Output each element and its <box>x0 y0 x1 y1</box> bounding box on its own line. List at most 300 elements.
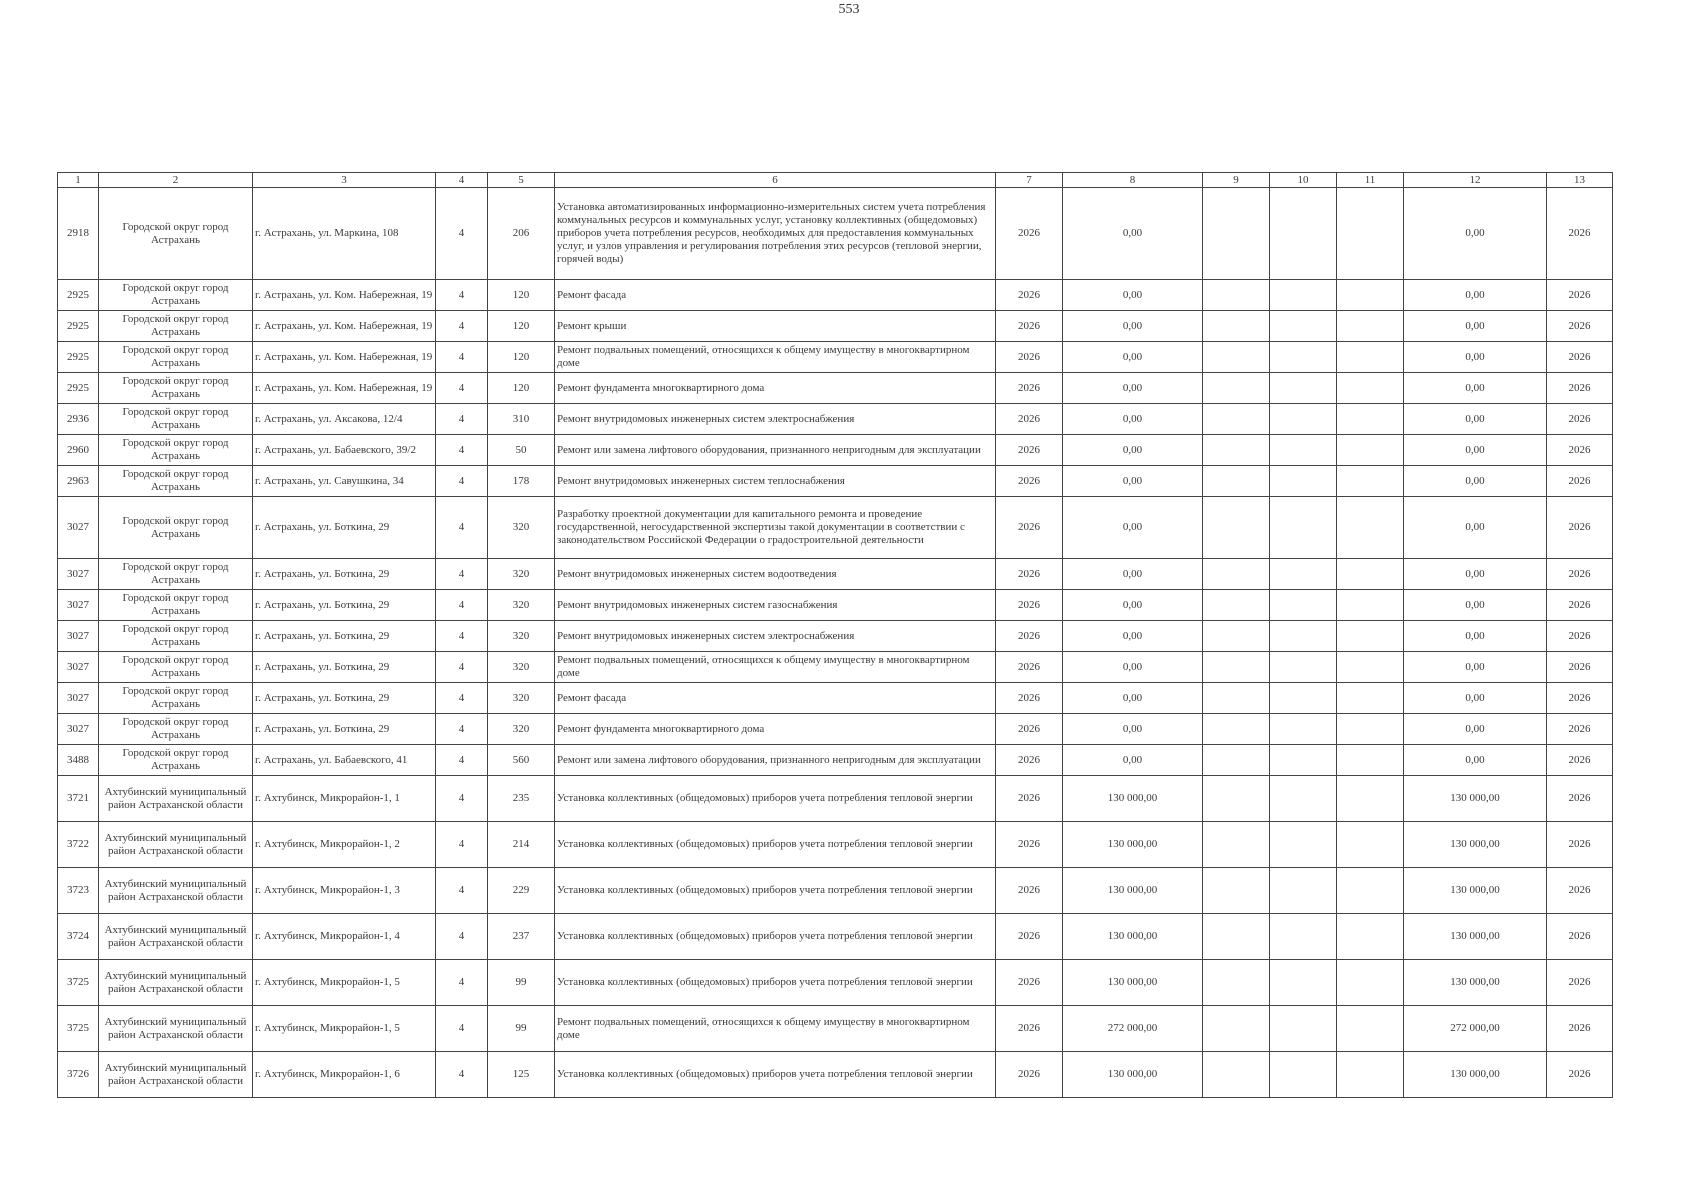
municipality-cell: Городской округ город Астрахань <box>99 404 253 435</box>
table-row <box>58 914 1613 960</box>
cost-cell: 130 000,00 <box>1063 776 1203 822</box>
col5-cell: 560 <box>488 745 555 776</box>
col11-cell <box>1337 280 1404 311</box>
year-cell: 2026 <box>996 559 1063 590</box>
table-row <box>58 280 1613 311</box>
row-number-cell: 2918 <box>58 188 99 280</box>
col11-cell <box>1337 776 1404 822</box>
row-number-cell: 3027 <box>58 559 99 590</box>
work-type-cell: Установка коллективных (общедомовых) приборов учета потребления тепловой энергии <box>555 1052 996 1098</box>
table-row <box>58 822 1613 868</box>
row-number-cell: 3027 <box>58 590 99 621</box>
cost-cell: 0,00 <box>1063 714 1203 745</box>
address-cell: г. Астрахань, ул. Боткина, 29 <box>253 714 436 745</box>
municipality-cell: Ахтубинский муниципальный район Астраханской области <box>99 914 253 960</box>
column-header-12: 12 <box>1404 173 1547 188</box>
col10-cell <box>1270 621 1337 652</box>
municipality-cell: Ахтубинский муниципальный район Астраханской области <box>99 822 253 868</box>
completion-year-cell: 2026 <box>1547 435 1613 466</box>
col5-cell: 320 <box>488 652 555 683</box>
table-row <box>58 497 1613 559</box>
work-type-cell: Ремонт фасада <box>555 683 996 714</box>
address-cell: г. Астрахань, ул. Боткина, 29 <box>253 652 436 683</box>
col10-cell <box>1270 342 1337 373</box>
cost-cell: 0,00 <box>1063 745 1203 776</box>
municipality-cell: Городской округ город Астрахань <box>99 683 253 714</box>
total-cost-cell: 0,00 <box>1404 466 1547 497</box>
year-cell: 2026 <box>996 776 1063 822</box>
col11-cell <box>1337 652 1404 683</box>
col10-cell <box>1270 1006 1337 1052</box>
col4-cell: 4 <box>436 745 488 776</box>
address-cell: г. Ахтубинск, Микрорайон-1, 4 <box>253 914 436 960</box>
completion-year-cell: 2026 <box>1547 311 1613 342</box>
total-cost-cell: 0,00 <box>1404 652 1547 683</box>
total-cost-cell: 0,00 <box>1404 745 1547 776</box>
address-cell: г. Ахтубинск, Микрорайон-1, 6 <box>253 1052 436 1098</box>
table-row <box>58 590 1613 621</box>
municipality-cell: Городской округ город Астрахань <box>99 373 253 404</box>
col11-cell <box>1337 590 1404 621</box>
municipality-cell: Городской округ город Астрахань <box>99 652 253 683</box>
work-type-cell: Ремонт внутридомовых инженерных систем электроснабжения <box>555 404 996 435</box>
year-cell: 2026 <box>996 342 1063 373</box>
address-cell: г. Астрахань, ул. Боткина, 29 <box>253 683 436 714</box>
col4-cell: 4 <box>436 776 488 822</box>
completion-year-cell: 2026 <box>1547 466 1613 497</box>
address-cell: г. Ахтубинск, Микрорайон-1, 5 <box>253 1006 436 1052</box>
cost-cell: 0,00 <box>1063 435 1203 466</box>
total-cost-cell: 130 000,00 <box>1404 1052 1547 1098</box>
year-cell: 2026 <box>996 868 1063 914</box>
address-cell: г. Ахтубинск, Микрорайон-1, 5 <box>253 960 436 1006</box>
column-header-1: 1 <box>58 173 99 188</box>
col10-cell <box>1270 822 1337 868</box>
cost-cell: 272 000,00 <box>1063 1006 1203 1052</box>
completion-year-cell: 2026 <box>1547 188 1613 280</box>
cost-cell: 0,00 <box>1063 559 1203 590</box>
col4-cell: 4 <box>436 466 488 497</box>
col9-cell <box>1203 590 1270 621</box>
capital-repair-table <box>57 172 1613 1098</box>
col4-cell: 4 <box>436 652 488 683</box>
col10-cell <box>1270 435 1337 466</box>
address-cell: г. Астрахань, ул. Бабаевского, 39/2 <box>253 435 436 466</box>
work-type-cell: Установка коллективных (общедомовых) приборов учета потребления тепловой энергии <box>555 960 996 1006</box>
work-type-cell: Ремонт фасада <box>555 280 996 311</box>
completion-year-cell: 2026 <box>1547 280 1613 311</box>
col11-cell <box>1337 466 1404 497</box>
col9-cell <box>1203 776 1270 822</box>
col5-cell: 320 <box>488 590 555 621</box>
work-type-cell: Установка автоматизированных информационно-измерительных систем учета потребления коммунальных ресурсов и коммунальных услуг, установку коллективных (общедомовых) приборов учета потребления ресурсов, необходимых для предоставления коммунальных услуг, и узлов управления и регулирования потребления этих ресурсов (тепловой энергии, горячей воды) <box>555 188 996 280</box>
col5-cell: 99 <box>488 960 555 1006</box>
year-cell: 2026 <box>996 188 1063 280</box>
municipality-cell: Городской округ город Астрахань <box>99 280 253 311</box>
municipality-cell: Городской округ город Астрахань <box>99 559 253 590</box>
completion-year-cell: 2026 <box>1547 404 1613 435</box>
work-type-cell: Установка коллективных (общедомовых) приборов учета потребления тепловой энергии <box>555 822 996 868</box>
col4-cell: 4 <box>436 822 488 868</box>
work-type-cell: Ремонт подвальных помещений, относящихся к общему имуществу в многоквартирном доме <box>555 1006 996 1052</box>
total-cost-cell: 0,00 <box>1404 435 1547 466</box>
col4-cell: 4 <box>436 311 488 342</box>
completion-year-cell: 2026 <box>1547 776 1613 822</box>
work-type-cell: Ремонт внутридомовых инженерных систем электроснабжения <box>555 621 996 652</box>
completion-year-cell: 2026 <box>1547 745 1613 776</box>
row-number-cell: 3725 <box>58 960 99 1006</box>
municipality-cell: Городской округ город Астрахань <box>99 311 253 342</box>
column-header-6: 6 <box>555 173 996 188</box>
col5-cell: 50 <box>488 435 555 466</box>
col10-cell <box>1270 652 1337 683</box>
col4-cell: 4 <box>436 960 488 1006</box>
col10-cell <box>1270 311 1337 342</box>
col5-cell: 120 <box>488 311 555 342</box>
row-number-cell: 2925 <box>58 342 99 373</box>
address-cell: г. Астрахань, ул. Ком. Набережная, 19 <box>253 311 436 342</box>
cost-cell: 0,00 <box>1063 404 1203 435</box>
municipality-cell: Ахтубинский муниципальный район Астраханской области <box>99 1052 253 1098</box>
cost-cell: 0,00 <box>1063 280 1203 311</box>
column-header-11: 11 <box>1337 173 1404 188</box>
col10-cell <box>1270 960 1337 1006</box>
column-header-2: 2 <box>99 173 253 188</box>
col5-cell: 320 <box>488 621 555 652</box>
table-row <box>58 559 1613 590</box>
total-cost-cell: 0,00 <box>1404 714 1547 745</box>
page-number: 553 <box>838 2 860 17</box>
total-cost-cell: 272 000,00 <box>1404 1006 1547 1052</box>
column-header-7: 7 <box>996 173 1063 188</box>
col5-cell: 237 <box>488 914 555 960</box>
col10-cell <box>1270 868 1337 914</box>
col9-cell <box>1203 745 1270 776</box>
col5-cell: 320 <box>488 497 555 559</box>
completion-year-cell: 2026 <box>1547 914 1613 960</box>
column-number-row <box>58 173 1613 188</box>
year-cell: 2026 <box>996 404 1063 435</box>
col9-cell <box>1203 868 1270 914</box>
completion-year-cell: 2026 <box>1547 373 1613 404</box>
col4-cell: 4 <box>436 914 488 960</box>
year-cell: 2026 <box>996 745 1063 776</box>
year-cell: 2026 <box>996 311 1063 342</box>
work-type-cell: Ремонт крыши <box>555 311 996 342</box>
work-type-cell: Ремонт внутридомовых инженерных систем теплоснабжения <box>555 466 996 497</box>
col9-cell <box>1203 621 1270 652</box>
year-cell: 2026 <box>996 621 1063 652</box>
row-number-cell: 3721 <box>58 776 99 822</box>
col5-cell: 320 <box>488 714 555 745</box>
completion-year-cell: 2026 <box>1547 1052 1613 1098</box>
cost-cell: 130 000,00 <box>1063 1052 1203 1098</box>
col9-cell <box>1203 1052 1270 1098</box>
year-cell: 2026 <box>996 914 1063 960</box>
completion-year-cell: 2026 <box>1547 342 1613 373</box>
col11-cell <box>1337 188 1404 280</box>
col5-cell: 125 <box>488 1052 555 1098</box>
year-cell: 2026 <box>996 435 1063 466</box>
col9-cell <box>1203 652 1270 683</box>
col11-cell <box>1337 714 1404 745</box>
col9-cell <box>1203 435 1270 466</box>
address-cell: г. Астрахань, ул. Боткина, 29 <box>253 621 436 652</box>
col11-cell <box>1337 683 1404 714</box>
col11-cell <box>1337 868 1404 914</box>
col10-cell <box>1270 497 1337 559</box>
col4-cell: 4 <box>436 1052 488 1098</box>
col9-cell <box>1203 914 1270 960</box>
municipality-cell: Городской округ город Астрахань <box>99 342 253 373</box>
table-row <box>58 621 1613 652</box>
table-row <box>58 466 1613 497</box>
col11-cell <box>1337 1052 1404 1098</box>
completion-year-cell: 2026 <box>1547 621 1613 652</box>
table-row <box>58 188 1613 280</box>
col9-cell <box>1203 404 1270 435</box>
col11-cell <box>1337 621 1404 652</box>
col10-cell <box>1270 280 1337 311</box>
col4-cell: 4 <box>436 373 488 404</box>
col5-cell: 178 <box>488 466 555 497</box>
total-cost-cell: 0,00 <box>1404 280 1547 311</box>
address-cell: г. Астрахань, ул. Бабаевского, 41 <box>253 745 436 776</box>
col9-cell <box>1203 188 1270 280</box>
col11-cell <box>1337 311 1404 342</box>
col9-cell <box>1203 714 1270 745</box>
row-number-cell: 2925 <box>58 280 99 311</box>
col4-cell: 4 <box>436 714 488 745</box>
table-row <box>58 1052 1613 1098</box>
total-cost-cell: 130 000,00 <box>1404 822 1547 868</box>
total-cost-cell: 130 000,00 <box>1404 960 1547 1006</box>
work-type-cell: Ремонт подвальных помещений, относящихся к общему имуществу в многоквартирном доме <box>555 652 996 683</box>
table-body <box>58 188 1613 1098</box>
row-number-cell: 2925 <box>58 311 99 342</box>
col9-cell <box>1203 559 1270 590</box>
municipality-cell: Ахтубинский муниципальный район Астраханской области <box>99 868 253 914</box>
col9-cell <box>1203 822 1270 868</box>
col9-cell <box>1203 280 1270 311</box>
municipality-cell: Городской округ город Астрахань <box>99 466 253 497</box>
completion-year-cell: 2026 <box>1547 822 1613 868</box>
total-cost-cell: 0,00 <box>1404 559 1547 590</box>
col5-cell: 320 <box>488 559 555 590</box>
table-row <box>58 683 1613 714</box>
total-cost-cell: 130 000,00 <box>1404 868 1547 914</box>
work-type-cell: Ремонт или замена лифтового оборудования, признанного непригодным для эксплуатации <box>555 745 996 776</box>
municipality-cell: Городской округ город Астрахань <box>99 621 253 652</box>
col5-cell: 310 <box>488 404 555 435</box>
row-number-cell: 3027 <box>58 714 99 745</box>
address-cell: г. Астрахань, ул. Ком. Набережная, 19 <box>253 280 436 311</box>
municipality-cell: Городской округ город Астрахань <box>99 590 253 621</box>
col10-cell <box>1270 590 1337 621</box>
column-header-3: 3 <box>253 173 436 188</box>
completion-year-cell: 2026 <box>1547 683 1613 714</box>
table-row <box>58 745 1613 776</box>
work-type-cell: Ремонт внутридомовых инженерных систем водоотведения <box>555 559 996 590</box>
col4-cell: 4 <box>436 621 488 652</box>
col9-cell <box>1203 373 1270 404</box>
year-cell: 2026 <box>996 1006 1063 1052</box>
cost-cell: 0,00 <box>1063 652 1203 683</box>
col9-cell <box>1203 311 1270 342</box>
col10-cell <box>1270 683 1337 714</box>
total-cost-cell: 0,00 <box>1404 311 1547 342</box>
table-row <box>58 714 1613 745</box>
cost-cell: 0,00 <box>1063 683 1203 714</box>
row-number-cell: 3488 <box>58 745 99 776</box>
work-type-cell: Разработку проектной документации для капитального ремонта и проведение государственной, негосударственной экспертизы такой документации в соответствии с законодательством Российской Федерации о градостроительной деятельности <box>555 497 996 559</box>
year-cell: 2026 <box>996 714 1063 745</box>
row-number-cell: 2963 <box>58 466 99 497</box>
cost-cell: 0,00 <box>1063 373 1203 404</box>
col4-cell: 4 <box>436 683 488 714</box>
year-cell: 2026 <box>996 590 1063 621</box>
total-cost-cell: 0,00 <box>1404 188 1547 280</box>
work-type-cell: Ремонт фундамента многоквартирного дома <box>555 373 996 404</box>
col10-cell <box>1270 373 1337 404</box>
col10-cell <box>1270 714 1337 745</box>
address-cell: г. Астрахань, ул. Боткина, 29 <box>253 497 436 559</box>
col5-cell: 229 <box>488 868 555 914</box>
col5-cell: 214 <box>488 822 555 868</box>
total-cost-cell: 0,00 <box>1404 342 1547 373</box>
municipality-cell: Городской округ город Астрахань <box>99 497 253 559</box>
year-cell: 2026 <box>996 1052 1063 1098</box>
row-number-cell: 2925 <box>58 373 99 404</box>
cost-cell: 0,00 <box>1063 342 1203 373</box>
col5-cell: 120 <box>488 373 555 404</box>
year-cell: 2026 <box>996 280 1063 311</box>
work-type-cell: Ремонт фундамента многоквартирного дома <box>555 714 996 745</box>
cost-cell: 0,00 <box>1063 497 1203 559</box>
total-cost-cell: 0,00 <box>1404 683 1547 714</box>
cost-cell: 130 000,00 <box>1063 822 1203 868</box>
address-cell: г. Астрахань, ул. Маркина, 108 <box>253 188 436 280</box>
address-cell: г. Астрахань, ул. Боткина, 29 <box>253 559 436 590</box>
row-number-cell: 3027 <box>58 497 99 559</box>
col10-cell <box>1270 559 1337 590</box>
col4-cell: 4 <box>436 497 488 559</box>
table-row <box>58 960 1613 1006</box>
col4-cell: 4 <box>436 1006 488 1052</box>
completion-year-cell: 2026 <box>1547 590 1613 621</box>
col4-cell: 4 <box>436 435 488 466</box>
work-type-cell: Ремонт подвальных помещений, относящихся к общему имуществу в многоквартирном доме <box>555 342 996 373</box>
column-header-9: 9 <box>1203 173 1270 188</box>
total-cost-cell: 130 000,00 <box>1404 776 1547 822</box>
col5-cell: 235 <box>488 776 555 822</box>
col11-cell <box>1337 559 1404 590</box>
table-row <box>58 435 1613 466</box>
col9-cell <box>1203 960 1270 1006</box>
completion-year-cell: 2026 <box>1547 497 1613 559</box>
table-row <box>58 311 1613 342</box>
completion-year-cell: 2026 <box>1547 714 1613 745</box>
year-cell: 2026 <box>996 683 1063 714</box>
col11-cell <box>1337 914 1404 960</box>
table-row <box>58 652 1613 683</box>
col11-cell <box>1337 960 1404 1006</box>
col4-cell: 4 <box>436 280 488 311</box>
row-number-cell: 3724 <box>58 914 99 960</box>
table-row <box>58 342 1613 373</box>
col4-cell: 4 <box>436 188 488 280</box>
col10-cell <box>1270 404 1337 435</box>
year-cell: 2026 <box>996 373 1063 404</box>
row-number-cell: 3027 <box>58 621 99 652</box>
work-type-cell: Установка коллективных (общедомовых) приборов учета потребления тепловой энергии <box>555 776 996 822</box>
municipality-cell: Ахтубинский муниципальный район Астраханской области <box>99 960 253 1006</box>
year-cell: 2026 <box>996 497 1063 559</box>
table-row <box>58 1006 1613 1052</box>
work-type-cell: Установка коллективных (общедомовых) приборов учета потребления тепловой энергии <box>555 868 996 914</box>
total-cost-cell: 0,00 <box>1404 404 1547 435</box>
column-header-5: 5 <box>488 173 555 188</box>
col10-cell <box>1270 188 1337 280</box>
cost-cell: 130 000,00 <box>1063 914 1203 960</box>
column-header-4: 4 <box>436 173 488 188</box>
cost-cell: 0,00 <box>1063 188 1203 280</box>
municipality-cell: Городской округ город Астрахань <box>99 435 253 466</box>
municipality-cell: Ахтубинский муниципальный район Астраханской области <box>99 776 253 822</box>
address-cell: г. Астрахань, ул. Боткина, 29 <box>253 590 436 621</box>
address-cell: г. Астрахань, ул. Ком. Набережная, 19 <box>253 373 436 404</box>
completion-year-cell: 2026 <box>1547 868 1613 914</box>
year-cell: 2026 <box>996 652 1063 683</box>
cost-cell: 130 000,00 <box>1063 868 1203 914</box>
col11-cell <box>1337 822 1404 868</box>
col11-cell <box>1337 404 1404 435</box>
address-cell: г. Астрахань, ул. Аксакова, 12/4 <box>253 404 436 435</box>
row-number-cell: 3027 <box>58 683 99 714</box>
col9-cell <box>1203 342 1270 373</box>
col4-cell: 4 <box>436 342 488 373</box>
completion-year-cell: 2026 <box>1547 960 1613 1006</box>
work-type-cell: Установка коллективных (общедомовых) приборов учета потребления тепловой энергии <box>555 914 996 960</box>
table-row <box>58 404 1613 435</box>
col5-cell: 320 <box>488 683 555 714</box>
col9-cell <box>1203 466 1270 497</box>
total-cost-cell: 0,00 <box>1404 621 1547 652</box>
total-cost-cell: 0,00 <box>1404 590 1547 621</box>
address-cell: г. Ахтубинск, Микрорайон-1, 2 <box>253 822 436 868</box>
column-header-13: 13 <box>1547 173 1613 188</box>
col4-cell: 4 <box>436 868 488 914</box>
col10-cell <box>1270 914 1337 960</box>
total-cost-cell: 130 000,00 <box>1404 914 1547 960</box>
col10-cell <box>1270 745 1337 776</box>
completion-year-cell: 2026 <box>1547 652 1613 683</box>
table-row <box>58 373 1613 404</box>
cost-cell: 0,00 <box>1063 466 1203 497</box>
col5-cell: 120 <box>488 342 555 373</box>
cost-cell: 0,00 <box>1063 590 1203 621</box>
col9-cell <box>1203 497 1270 559</box>
year-cell: 2026 <box>996 822 1063 868</box>
row-number-cell: 2936 <box>58 404 99 435</box>
row-number-cell: 3725 <box>58 1006 99 1052</box>
col5-cell: 99 <box>488 1006 555 1052</box>
address-cell: г. Ахтубинск, Микрорайон-1, 1 <box>253 776 436 822</box>
col11-cell <box>1337 745 1404 776</box>
cost-cell: 0,00 <box>1063 311 1203 342</box>
row-number-cell: 2960 <box>58 435 99 466</box>
municipality-cell: Городской округ город Астрахань <box>99 745 253 776</box>
